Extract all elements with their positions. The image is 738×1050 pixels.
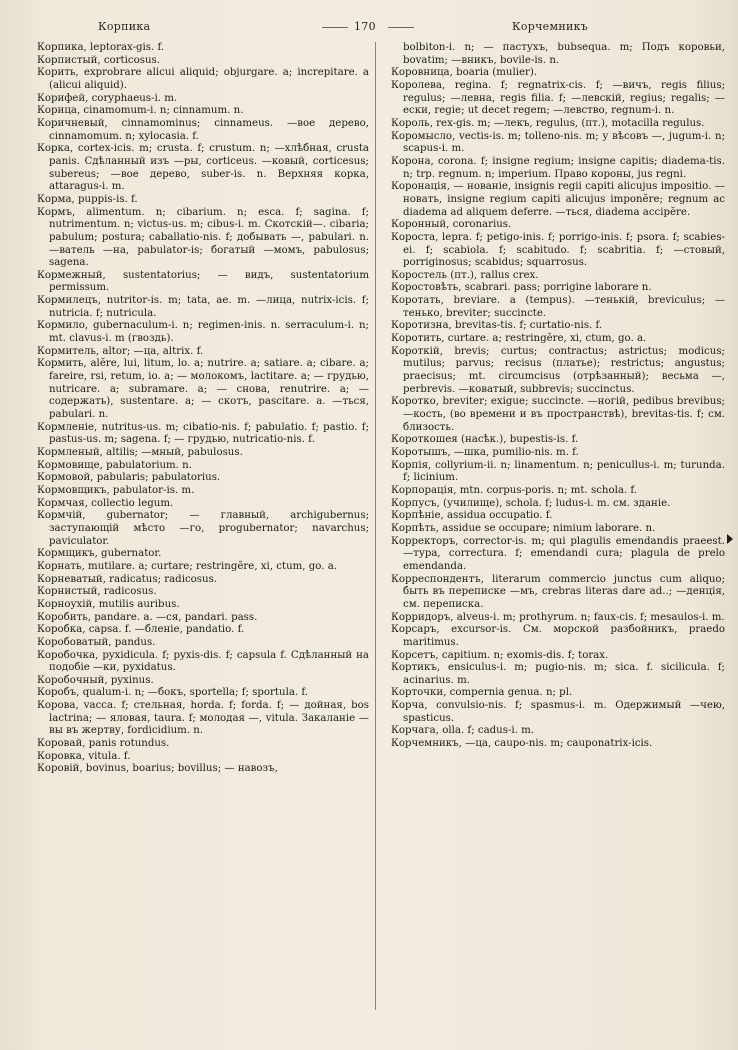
dictionary-entry: Корточки, compernia genua. n; pl.	[391, 687, 573, 699]
dictionary-entry: Кормежный, sustentatorius; — видъ, sustentatorium permissum.	[37, 269, 369, 294]
dictionary-entry: Коротко, breviter; exigue; succincte. —ногій, pedibus brevibus; —кость, (во времени и въ пространствѣ), brevitas-tis. f; см. близость.	[391, 396, 725, 433]
dictionary-entry: Коронный, coronarius.	[391, 219, 512, 231]
dictionary-entry: Коромысло, vectis-is. m; tolleno-nis. m; у вѣсовъ —, jugum-i. n; scapus-i. m.	[391, 130, 725, 155]
dictionary-entry: Коробоватый, pandus.	[37, 636, 156, 648]
dictionary-entry: Кормило, gubernaculum-i. n; regimen-inis. n. serraculum-i. n; mt. clavus-i. m (гвоздь).	[37, 320, 369, 345]
dictionary-entry: Коротышъ, —шка, pumilio-nis. m. f.	[391, 447, 579, 458]
column-divider	[375, 42, 376, 1010]
dictionary-entry: Коротить, curtare. a; restringĕre, xi, ctum, go. a.	[391, 333, 647, 345]
dictionary-entry: Кормчая, collectio legum.	[37, 497, 174, 509]
dictionary-entry: Корнать, mutilare. a; curtare; restringĕre, xi, ctum, go. a.	[37, 560, 338, 572]
dictionary-entry: Корифей, coryphaeus-i. m.	[37, 92, 178, 104]
dictionary-entry: Корица, cinamomum-i. n; cinnamum. n.	[37, 105, 244, 117]
dictionary-entry: Корпистый, corticosus.	[37, 54, 160, 66]
dictionary-entry: Король, rex-gis. m; —лекъ, regulus, (пт.), motacilla regulus.	[391, 117, 705, 129]
header-rule-right	[388, 27, 414, 28]
dictionary-entry: Кормленіе, nutritus-us. m; cibatio-nis. f; pabulatio. f; pastio. f; pastus-us. m; sagena. f; — грудью, nutricatio-nis. f.	[37, 421, 369, 446]
dictionary-entry: Коробочный, pyxinus.	[37, 674, 154, 686]
dictionary-entry: Коровій, bovinus, boarius; bovillus; — навозъ,	[37, 763, 278, 775]
dictionary-entry: Кормить, alĕre, lui, litum, lo. a; nutrire. a; satiare. a; cibare. a; fareire, rsi, retum, io. a; — молокомъ, lactitare. a; — грудью, nutricare. a; subramare. a; — снова, renutrire. a; —содержать), sustentare. a; — скотъ, pascitare. a. —ться, pabulari. n.	[37, 358, 369, 421]
dictionary-entry: Коротизна, brevitas-tis. f; curtatio-nis. f.	[391, 320, 603, 332]
dictionary-entry: Коростель (пт.), rallus crex.	[391, 269, 539, 281]
dictionary-entry: Корпѣніе, assidua occupatio. f.	[391, 510, 553, 522]
dictionary-entry: Корнистый, radicosus.	[37, 586, 157, 598]
dictionary-entry: Кормовщикъ, pabulator-is. m.	[37, 484, 195, 496]
running-head-left: Корпика	[98, 20, 151, 33]
dictionary-entry: Корона, corona. f; insigne regium; insigne capitis; diadema-tis. n; trp. regnum. n; imperium. Право короны, jus regni.	[391, 155, 725, 180]
dictionary-entry: Корова, vacca. f; стельная, horda. f; forda. f; — дойная, bos lactrina; — яловая, taura. f; молодая —, vitula. Закаланіе —вы въ жертву, fordicidium. n.	[37, 700, 369, 737]
margin-marker-icon	[727, 534, 733, 544]
dictionary-entry: Коровай, panis rotundus.	[37, 738, 170, 750]
dictionary-entry: Корневатый, radicatus; radicosus.	[37, 573, 218, 585]
dictionary-entry: Кормовой, pabularis; pabulatorius.	[37, 472, 221, 484]
dictionary-entry: Кормленый, altilis; —мный, pabulosus.	[37, 447, 243, 458]
left-column	[37, 42, 369, 776]
dictionary-entry: Коровница, boaria (mulier).	[391, 67, 538, 79]
dictionary-entry: Корноухій, mutilis auribus.	[37, 598, 180, 610]
dictionary-entry: Корпія, collyrium-ii. n; linamentum. n; penicullus-i. m; turunda. f; licinium.	[391, 459, 725, 484]
dictionary-entry: Корка, cortex-icis. m; crusta. f; crustum. n; —хлѣбная, crusta panis. Сдѣланный изъ —ры, corticeus. —ковый, corticesus; subereus; —вое дерево, suber-is. n. Верхняя корка, attaragus-i. m.	[37, 143, 369, 193]
dictionary-entry: Коронація, — нованіе, insignis regii capiti alicujus impositio. — новать, insigne regium capiti alicujus imponĕre; regnum ac diadema ad aliquem deferre. —ться, diadema accipĕre.	[391, 181, 725, 218]
dictionary-entry: Корчага, olla. f; cadus-i. m.	[391, 725, 535, 737]
dictionary-entry: Коробка, capsa. f. —бленіе, pandatio. f.	[37, 624, 245, 636]
dictionary-entry: Кормовище, pabulatorium. n.	[37, 459, 192, 471]
dictionary-entry: Кормитель, altor; —ца, altrix. f.	[37, 345, 204, 357]
dictionary-entry: Коровка, vitula. f.	[37, 750, 131, 762]
dictionary-entry: Короста, lepra. f; petigo-inis. f; porrigo-inis. f; psora. f; scabies-ei. f; scabiola. f; scabitudo. f; scabritia. f; —стовый, porriginosus; scabidus; squarrosus.	[391, 231, 725, 269]
dictionary-entry: Корить, exprobrare alicui aliquid; objurgare. a; increpitare. a (alicui aliquid).	[37, 67, 369, 91]
dictionary-entry: Корреспондентъ, literarum commercio junctus cum aliquo; быть въ переписке —мъ, crebras literas dare ad..; —денція, см. переписка.	[391, 573, 725, 610]
dictionary-entry: Корчемникъ, —ца, caupo-nis. m; cauponatrix-icis.	[391, 738, 653, 750]
dictionary-entry: Кортикъ, ensiculus-i. m; pugio-nis. m; sica. f. sicilicula. f; acinarius. m.	[391, 662, 725, 686]
dictionary-entry: Кормчій, gubernator; — главный, archigubernus; заступающій мѣсто —го, progubernator; navarchus; paviculator.	[37, 510, 369, 547]
dictionary-entry: Коричневый, cinnamominus; cinnameus. —вое дерево, cinnamomum. n; xylocasia. f.	[37, 117, 369, 142]
dictionary-entry: Кормъ, alimentum. n; cibarium. n; esca. f; sagina. f; nutrimentum. n; victus-us. m; cibus-i. m. Скотскій—. cibaria; pabulum; postura; caballatio-nis. f; добывать —, pabulari. n. —ватель —на, pabulator-is; богатый —момъ, pabulosus; sagena.	[37, 206, 369, 269]
page-number: 170	[354, 20, 376, 33]
dictionary-entry: Кормщикъ, gubernator.	[37, 548, 162, 560]
dictionary-entry: Коробочка, pyxidicula. f; pyxis-dis. f; capsula f. Сдѣланный на подобіе —ки, pyxidatus.	[37, 649, 369, 674]
dictionary-entry: Корма, puppis-is. f.	[37, 193, 138, 205]
dictionary-entry: Королева, regina. f; regnatrix-cis. f; —вичъ, regis filius; regulus; —левна, regis filia. f; —левскій, regius; regalis; —ески, regie; ut decet regem; —левство, regnum-i. n.	[391, 79, 725, 117]
header-rule-left	[322, 27, 348, 28]
dictionary-entry: Корпусъ, (училище), schola. f; ludus-i. m. см. зданіе.	[391, 497, 671, 509]
dictionary-entry: Корридоръ, alveus-i. m; prothyrum. n; faux-cis. f; mesaulos-i. m.	[391, 611, 725, 623]
dictionary-entry: Корсетъ, capitium. n; exomis-dis. f; torax.	[391, 649, 609, 661]
dictionary-entry: Коробить, pandare. a. —ся, pandari. pass.	[37, 611, 258, 623]
dictionary-entry: Корпѣть, assidue se occupare; nimium laborare. n.	[391, 522, 656, 534]
right-column	[391, 42, 725, 751]
dictionary-entry: Коробъ, qualum-i. n; —бокъ, sportella; f; sportula. f.	[37, 687, 309, 699]
dictionary-entry: Короткошея (насѣк.), bupestis-is. f.	[391, 434, 579, 446]
dictionary-entry: Кормилецъ, nutritor-is. m; tata, ae. m. —лица, nutrix-icis. f; nutricia. f; nutricula.	[37, 295, 369, 319]
running-head-right: Корчемникъ	[512, 20, 589, 33]
dictionary-entry: Корча, convulsio-nis. f; spasmus-i. m. Одержимый —чею, spasticus.	[391, 700, 725, 724]
dictionary-entry: Корректоръ, corrector-is. m; qui plagulis emendandis praeest. —тура, correctura. f; emendandi cura; plagula de prelo emendanda.	[391, 535, 725, 572]
dictionary-entry: Коротать, breviare. a (tempus). —тенькій, breviculus; —тенько, breviter; succincte.	[391, 295, 725, 319]
dictionary-entry: bolbiton-i. n; — пастухъ, bubsequa. m; Подъ коровьи, bovatim; —вникъ, bovile-is. n.	[403, 42, 725, 66]
dictionary-entry: Корпика, leptorax-gis. f.	[37, 42, 165, 53]
dictionary-entry: Корсаръ, excursor-is. См. морской разбойникъ, praedo maritimus.	[391, 624, 725, 648]
dictionary-entry: Корпорація, mtn. corpus-poris. n; mt. schola. f.	[391, 484, 638, 496]
dictionary-entry: Коростовѣть, scabrari. pass; porrigine laborare n.	[391, 282, 652, 294]
dictionary-entry: Короткій, brevis; curtus; contractus; astrictus; modicus; mutilus; parvus; recisus (платье); restrictus; angustus; praecisus; mt. circumcisus (отрѣзанный); весьма —, perbrevis. —коватый, subbrevis; succinctus.	[391, 345, 725, 395]
